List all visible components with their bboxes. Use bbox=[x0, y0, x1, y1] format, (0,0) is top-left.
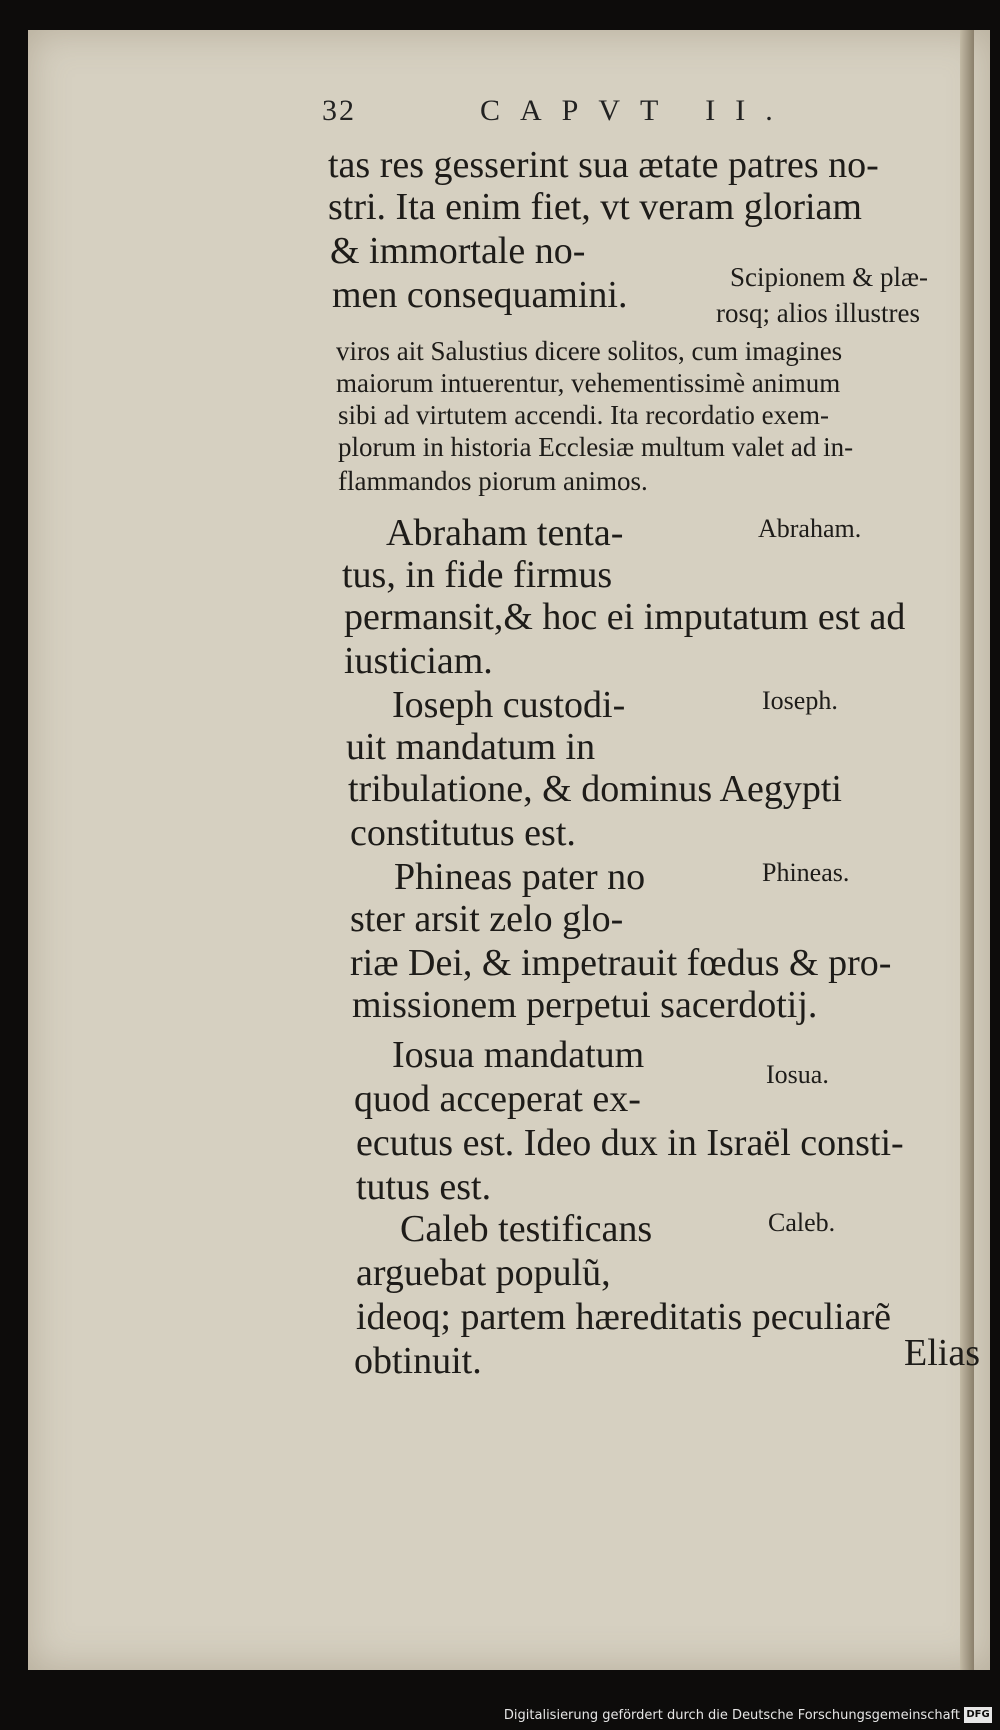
running-head: CAPVT II. bbox=[480, 94, 793, 127]
text-line: Phineas pater no bbox=[394, 856, 646, 898]
text-line: obtinuit. bbox=[354, 1340, 482, 1382]
text-line: permansit,& hoc ei imputatum est ad bbox=[344, 596, 906, 638]
text-line: flammandos piorum animos. bbox=[338, 466, 648, 496]
text-line: tribulatione, & dominus Aegypti bbox=[348, 768, 842, 810]
margin-note: Abraham. bbox=[758, 514, 862, 543]
text-line: Caleb testificans bbox=[400, 1208, 653, 1250]
text-line: constitutus est. bbox=[350, 812, 576, 854]
text-line: iusticiam. bbox=[344, 640, 493, 682]
margin-note: Ioseph. bbox=[762, 686, 838, 715]
text-line: ster arsit zelo glo- bbox=[350, 898, 624, 940]
margin-note: Phineas. bbox=[762, 858, 850, 887]
side-note-line: Scipionem & plæ- bbox=[730, 262, 928, 292]
text-line: Iosua mandatum bbox=[392, 1034, 645, 1076]
footer-credit: Digitalisierung gefördert durch die Deutsche Forschungsgemeinschaft bbox=[503, 1708, 960, 1723]
text-line: sibi ad virtutem accendi. Ita recordatio exem- bbox=[338, 400, 830, 430]
page-edge bbox=[960, 30, 974, 1670]
margin-note: Iosua. bbox=[766, 1060, 829, 1089]
text-line: stri. Ita enim fiet, vt veram gloriam bbox=[328, 186, 862, 228]
text-line: maiorum intuerentur, vehementissimè animum bbox=[336, 368, 841, 398]
text-line: Abraham tenta- bbox=[386, 512, 624, 554]
text-line: men consequamini. bbox=[332, 274, 628, 316]
text-line: uit mandatum in bbox=[346, 726, 596, 768]
text-line: riæ Dei, & impetrauit fœdus & pro- bbox=[350, 942, 892, 984]
text-line: viros ait Salustius dicere solitos, cum imagines bbox=[336, 336, 843, 366]
page-number: 32 bbox=[322, 94, 356, 127]
text-line: tas res gesserint sua ætate patres no- bbox=[328, 144, 879, 186]
text-line: arguebat populũ, bbox=[356, 1252, 611, 1294]
dfg-logo-icon: DFG bbox=[964, 1707, 992, 1723]
text-line: tus, in fide firmus bbox=[342, 554, 613, 596]
margin-note: Caleb. bbox=[768, 1208, 836, 1237]
text-line: Ioseph custodi- bbox=[392, 684, 626, 726]
side-note-line: rosq; alios illustres bbox=[716, 298, 920, 328]
text-line: tutus est. bbox=[356, 1166, 492, 1208]
text-line: plorum in historia Ecclesiæ multum valet ad in- bbox=[338, 432, 854, 462]
page-header bbox=[0, 94, 1000, 134]
text-line: quod acceperat ex- bbox=[354, 1078, 641, 1120]
text-line: ecutus est. Ideo dux in Israël consti- bbox=[356, 1122, 904, 1164]
text-line: ideoq; partem hæreditatis peculiarẽ bbox=[356, 1296, 891, 1338]
text-line: & immortale no- bbox=[330, 230, 586, 272]
catchword: Elias bbox=[904, 1332, 980, 1374]
text-line: missionem perpetui sacerdotij. bbox=[352, 984, 818, 1026]
digitization-footer bbox=[0, 1700, 1000, 1730]
